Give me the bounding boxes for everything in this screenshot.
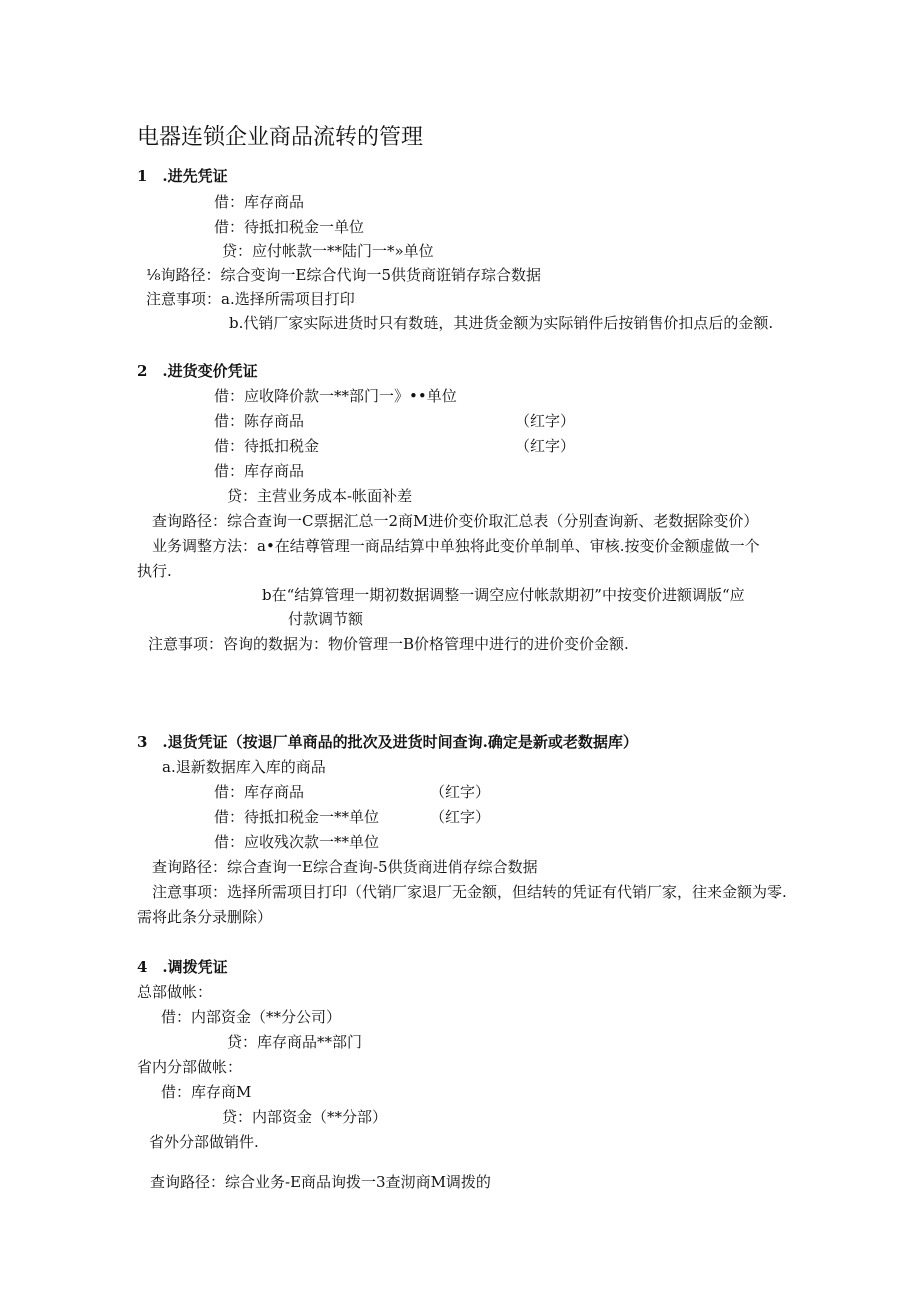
s2-query-path: 查询路径：综合查询一C票据汇总一2商M进价变价取汇总表（分别查询新、老数据除变价） (152, 512, 759, 530)
s2-entry-credit: 贷：主营业务成本-帐面补差 (227, 487, 413, 505)
s1-query-path: ⅛询路径：综合变询一E综合代询一5供货商诳销存琮合数据 (146, 266, 542, 284)
s2-method-b-cont: 付款调节额 (288, 610, 364, 628)
section-1-heading: 1 .进先凭证 (137, 167, 228, 185)
s4-outside-label: 省外分部做销件. (149, 1133, 259, 1151)
s4-hq-label: 总部做帐： (137, 983, 213, 1001)
s2-method-a-cont: 执行. (137, 562, 172, 580)
s1-note-b: b.代销厂家实际进货时只有数琏，其进货金额为实际销件后按销售价扣点后的金额. (229, 314, 774, 332)
s3-subhead-a: a.退新数据库入库的商品 (162, 758, 326, 776)
s2-method-a: 业务调整方法：a•在结尊管理一商品结算中单独将此变价单制单、审核.按变价金额虚做一个 (152, 537, 760, 555)
s3-note-cont: 需将此条分录删除） (137, 908, 273, 926)
section-4-heading: 4 .调拨凭证 (137, 958, 228, 976)
s2-entry-3-red: （红字） (515, 437, 576, 455)
s1-entry-credit: 贷：应付帐款一**陆门一*»单位 (222, 242, 434, 260)
section-3-heading: 3 .退货凭证（按退厂单商品的批次及进货时间查询.确定是新或老数据库） (137, 733, 638, 751)
s3-entry-1-red: （红字） (430, 783, 491, 801)
s4-province-label: 省内分部做帐： (137, 1058, 243, 1076)
s4-province-credit: 贷：内部资金（**分部） (222, 1108, 388, 1126)
s4-query-path: 查询路径：综合业务-E商品询拨一3查沏商M调拨的 (150, 1173, 491, 1191)
page-title: 电器连锁企业商品流转的管理 (137, 125, 424, 150)
s3-entry-1: 借：库存商品 (214, 783, 305, 801)
section-2-heading: 2 .进货变价凭证 (137, 362, 258, 380)
s3-entry-3: 借：应收残次款一**单位 (214, 833, 380, 851)
s2-entry-1: 借：应收降价款一**部门一》••单位 (214, 387, 457, 405)
s1-note-a: 注意事项：a.选择所需项目打印 (146, 290, 355, 308)
s3-query-path: 查询路径：综合查询一E综合查询-5供货商进俏存综合数据 (152, 858, 538, 876)
s4-hq-debit: 借：内部资金（**分公司） (161, 1008, 342, 1026)
s4-hq-credit: 贷：库存商品**部门 (227, 1033, 363, 1051)
s2-note: 注意事项：咨询的数据为：物价管理一B价格管理中进行的进价变价金额. (148, 635, 629, 653)
s2-entry-3: 借：待抵扣税金 (214, 437, 320, 455)
s3-entry-2-red: （红字） (430, 808, 491, 826)
s1-entry-debit-1: 借：库存商品 (214, 193, 305, 211)
s2-entry-2: 借：陈存商品 (214, 412, 305, 430)
s4-province-debit: 借：库存商M (161, 1083, 252, 1101)
s2-entry-2-red: （红字） (515, 412, 576, 430)
s3-note: 注意事项：选择所需项目打印（代销厂家退厂无金额，但结转的凭证有代销厂家，往来金额为零. (152, 883, 787, 901)
s2-entry-4: 借：库存商品 (214, 462, 305, 480)
s3-entry-2: 借：待抵扣税金一**单位 (214, 808, 380, 826)
s1-entry-debit-2: 借：待抵扣税金一单位 (214, 218, 365, 236)
s2-method-b: b在“结算管理一期初数据调整一调空应付帐款期初”中按变价进额调版“应 (262, 586, 745, 604)
